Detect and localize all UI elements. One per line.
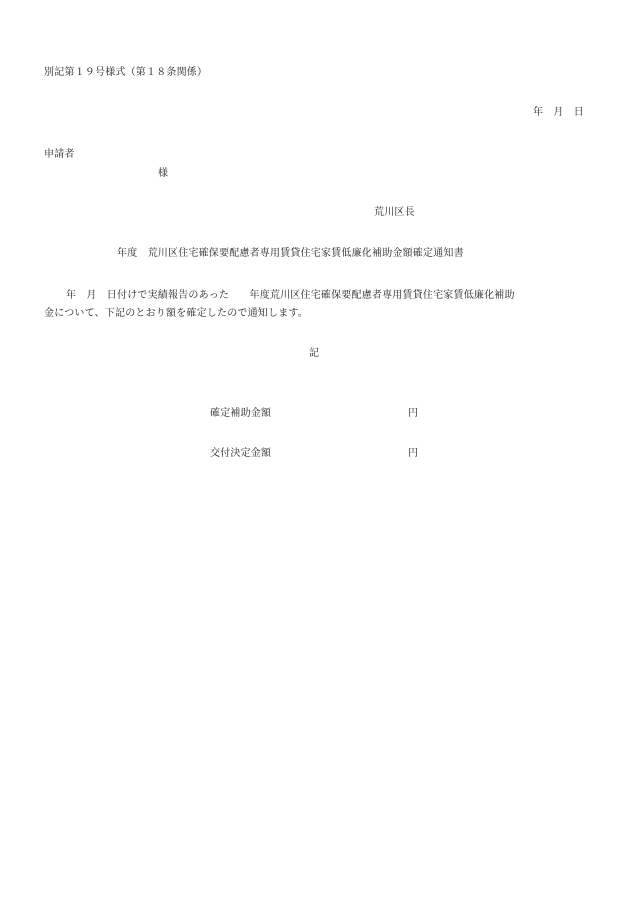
confirmed-amount-label: 確定補助金額 — [210, 408, 272, 419]
form-number: 別記第１９号様式（第１８条関係） — [44, 67, 208, 78]
applicant-honorific: 様 — [158, 168, 169, 179]
date-line: 年 月 日 — [533, 107, 584, 118]
body-text-line-2: 金について、下記のとおり額を確定したので通知します。 — [44, 308, 308, 319]
document-title: 年度 荒川区住宅確保要配慮者専用賃貸住宅家賃低廉化補助金額確定通知書 — [117, 248, 464, 259]
decision-amount-unit: 円 — [408, 448, 419, 459]
decision-amount-label: 交付決定金額 — [210, 448, 272, 459]
ki-heading: 記 — [309, 348, 320, 359]
applicant-label: 申請者 — [44, 149, 75, 160]
body-text-line-1: 年 月 日付けで実績報告のあった 年度荒川区住宅確保要配慮者専用賃貸住宅家賃低廉化補助 — [66, 290, 515, 301]
issuer-name: 荒川区長 — [374, 207, 415, 218]
confirmed-amount-unit: 円 — [408, 408, 419, 419]
